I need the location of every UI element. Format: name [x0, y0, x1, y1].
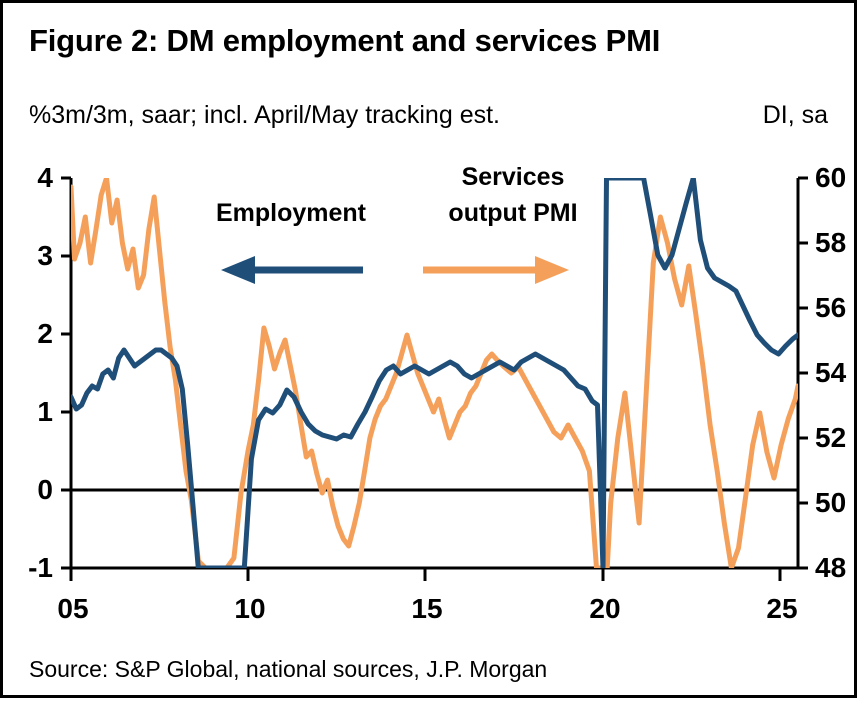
x-tick-10: 10 — [234, 593, 266, 624]
x-tick-25: 25 — [766, 593, 798, 624]
services-arrow — [423, 256, 569, 284]
source-note: Source: S&P Global, national sources, J.P. Morgan — [29, 656, 548, 682]
x-tick-05: 05 — [57, 593, 89, 624]
employment-arrow — [221, 256, 363, 284]
y-right-tick-52: 52 — [815, 422, 847, 453]
plot-area — [3, 3, 857, 701]
x-tick-15: 15 — [411, 593, 443, 624]
y-left-tick-4: 4 — [37, 162, 53, 193]
y-right-tick-50: 50 — [815, 487, 847, 518]
y-right-tick-48: 48 — [815, 552, 847, 583]
x-ticks — [71, 568, 780, 581]
y-right-tick-60: 60 — [815, 162, 847, 193]
y-left-tick-3: 3 — [37, 240, 53, 271]
y-left-tick-2: 2 — [37, 318, 53, 349]
series-employment-line — [71, 178, 798, 568]
y-left-tick-1: 1 — [37, 396, 53, 427]
services-series-label-line2: output PMI — [448, 199, 578, 227]
chart-subtitle-right: DI, sa — [762, 101, 828, 129]
y-left-tick-0: 0 — [37, 474, 53, 505]
y-right-tick-54: 54 — [815, 357, 847, 388]
y-right-tick-58: 58 — [815, 227, 847, 258]
services-series-label-line1: Services — [461, 163, 565, 191]
x-tick-20: 20 — [589, 593, 621, 624]
employment-series-label: Employment — [215, 199, 367, 227]
chart-title: Figure 2: DM employment and services PMI — [29, 23, 661, 58]
y-left-tick-neg1: -1 — [28, 552, 53, 583]
chart-subtitle-left: %3m/3m, saar; incl. April/May tracking est. — [29, 101, 500, 129]
y-right-tick-56: 56 — [815, 292, 847, 323]
